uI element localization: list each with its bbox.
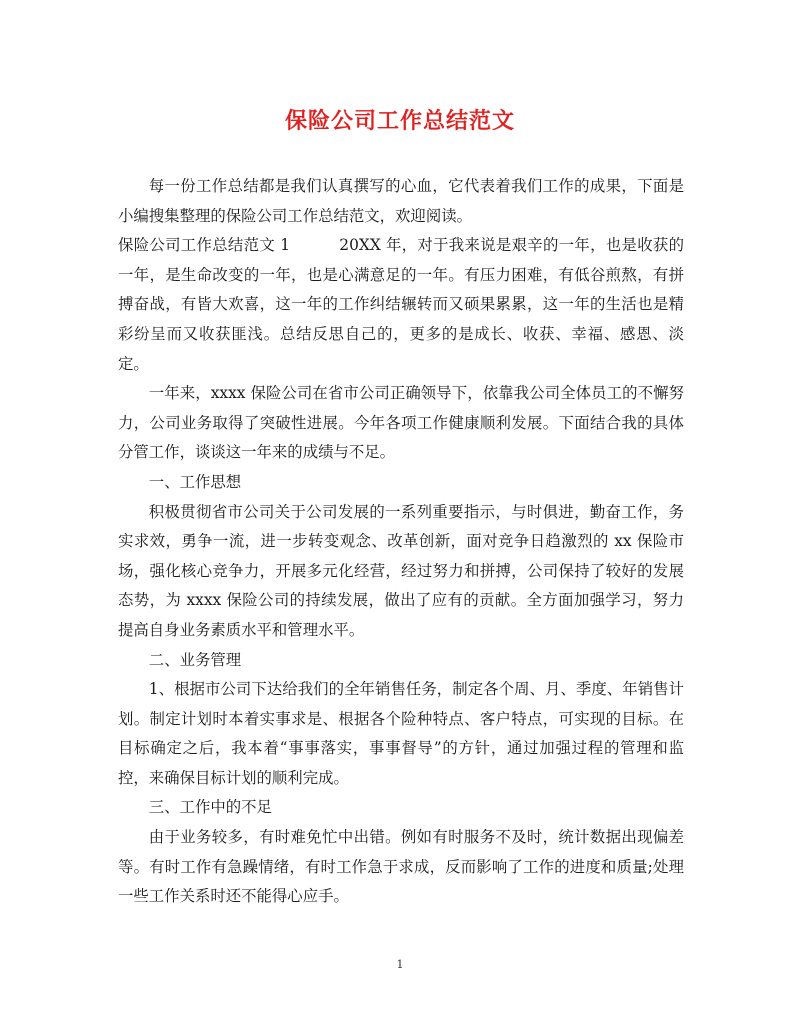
heading-work-thinking: 一、工作思想 (148, 472, 242, 491)
section1-label: 保险公司工作总结范文 1 (118, 236, 291, 255)
page-number: 1 (396, 958, 404, 971)
paragraph-2: 一年来，xxxx 保险公司在省市公司正确领导下，依靠我公司全体员工的不懈努力，公司业务取得了突破性进展。今年各项工作健康顺利发展。下面结合我的具体分管工作，谈谈这一年来的成绩与不足。 (118, 384, 684, 462)
paragraph-5: 由于业务较多，有时难免忙中出错。例如有时服务不及时，统计数据出现偏差等。有时工作有急躁情绪，有时工作急于求成，反而影响了工作的进度和质量;处理一些工作关系时还不能得心应手。 (118, 828, 684, 906)
document-title: 保险公司工作总结范文 (284, 109, 515, 134)
section1-paragraph (118, 231, 684, 379)
section1-text: 20XX 年，对于我来说是艰辛的一年，也是收获的一年，是生命改变的一年，也是心满意足的一年。有压力困难，有低谷煎熬，有拼搏奋战，有皆大欢喜，这一年的工作纠结辗转而又硕果累累，这一年的生活也是精彩纷呈而又收获匪浅。总结反思自己的，更多的是成长、收获、幸福、感恩、淡定。 (118, 236, 685, 373)
heading-business-management: 二、业务管理 (148, 650, 242, 669)
document-body (118, 172, 684, 912)
paragraph-4: 1、根据市公司下达给我们的全年销售任务，制定各个周、月、季度、年销售计划。制定计划时本着实事求是、根据各个险种特点、客户特点，可实现的目标。在目标确定之后，我本着“事事落实，事事督导”的方针，通过加强过程的管理和监控，来确保目标计划的顺利完成。 (118, 680, 684, 787)
intro-paragraph: 每一份工作总结都是我们认真撰写的心血，它代表着我们工作的成果，下面是小编搜集整理的保险公司工作总结范文，欢迎阅读。 (118, 177, 684, 225)
paragraph-3: 积极贯彻省市公司关于公司发展的一系列重要指示，与时俱进，勤奋工作，务实求效，勇争一流，进一步转变观念、改革创新，面对竞争日趋激烈的 xx 保险市场，强化核心竞争力，开展多元化经营，经过努力和拼搏，公司保持了较好的发展态势，为 xxxx 保险公司的持续发展，做出了应有的贡献。全方面加强学习，努力提高自身业务素质水平和管理水平。 (118, 502, 684, 639)
heading-shortcomings: 三、工作中的不足 (148, 798, 272, 817)
